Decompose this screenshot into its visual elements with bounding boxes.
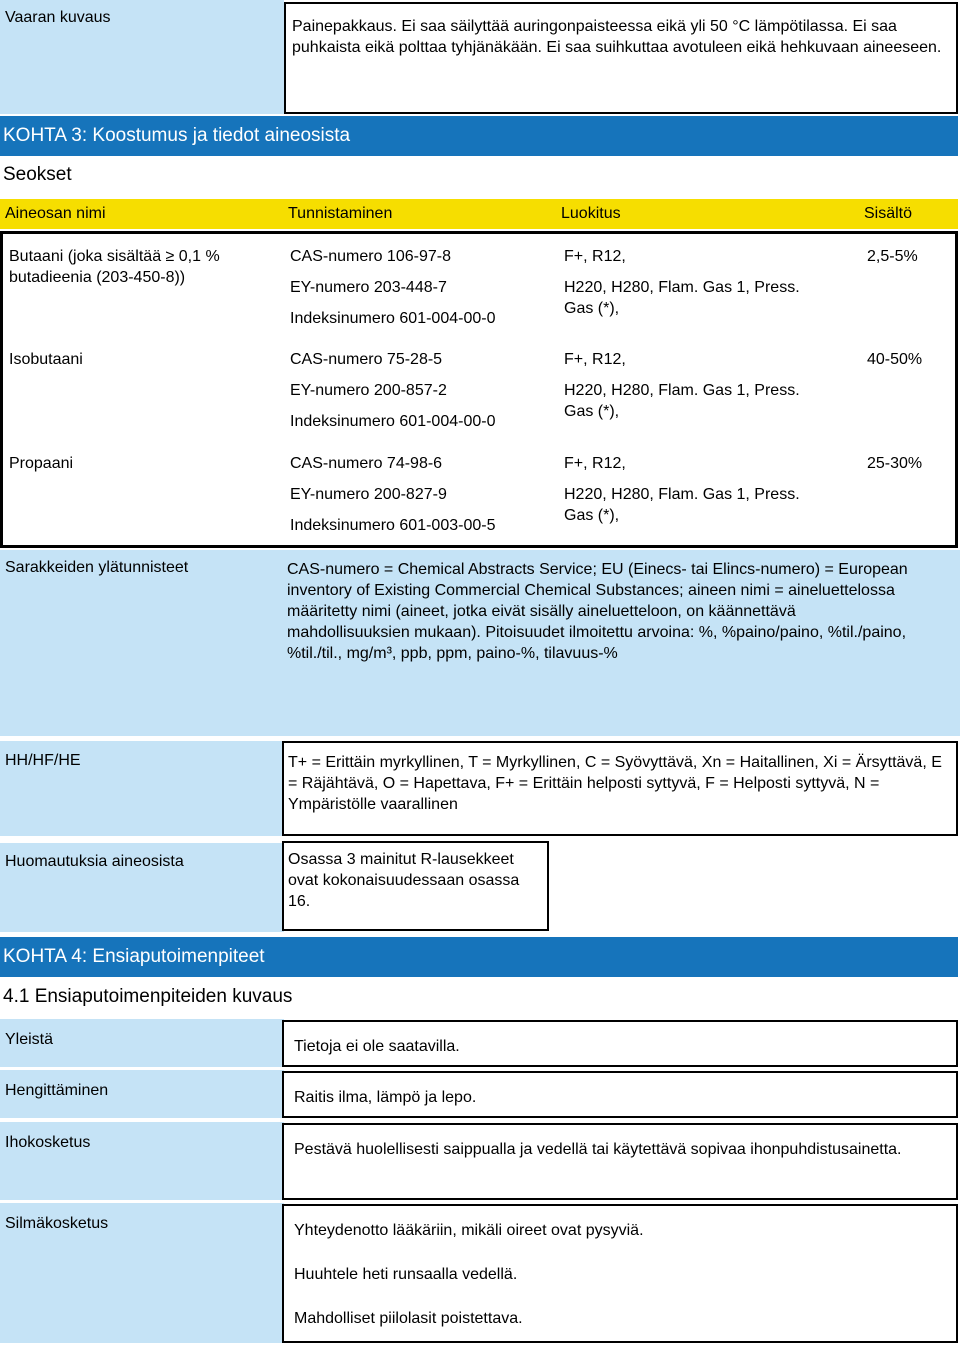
first-aid-eyes-text-cell — [282, 1204, 958, 1343]
hazard-text: Painepakkaus. Ei saa säilyttää auringonpaisteessa eikä yli 50 °C lämpötilassa. Ei saa puhkaista eikä polttaa tyhjänäkään. Ei saa suihkuttaa avotuleen eikä hehkuvaan aineeseen. — [292, 18, 942, 56]
ec-number: EY-numero 200-857-2 — [290, 382, 447, 399]
hazard-label: Vaaran kuvaus — [5, 9, 111, 26]
first-aid-general-text-cell — [282, 1020, 958, 1067]
first-aid-general-label-cell — [0, 1019, 284, 1067]
first-aid-general-text: Tietoja ei ole saatavilla. — [294, 1038, 460, 1055]
column-header-name: Aineosan nimi — [5, 205, 106, 222]
classification-h: H220, H280, Flam. Gas 1, Press. Gas (*), — [564, 279, 800, 317]
section3-subtitle: Seokset — [3, 164, 72, 185]
column-header-content: Sisältö — [864, 205, 913, 222]
first-aid-eyes-text: Huuhtele heti runsaalla vedellä. — [294, 1266, 518, 1283]
hh-label: HH/HF/HE — [5, 752, 81, 769]
first-aid-skin-text: Pestävä huolellisesti saippualla ja vedellä tai käytettävä sopivaa ihonpuhdistusainetta. — [294, 1141, 902, 1158]
content-range: 25-30% — [867, 455, 923, 472]
first-aid-general-label: Yleistä — [5, 1031, 54, 1048]
classification-h: H220, H280, Flam. Gas 1, Press. Gas (*), — [564, 382, 800, 420]
index-number: Indeksinumero 601-004-00-0 — [290, 310, 496, 327]
column-headers-text: CAS-numero = Chemical Abstracts Service; EU (Einecs- tai Elincs-numero) = European inventory of Existing Commercial Chemical Substances; aineen nimi = aineluettelossa määritetty nimi (aineet, jotka eivät sisälly aineluetteloon, on käännettävä mahdollisuuksien mukaan). Pitoisuudet ilmoitettu arvoina: %, %paino/paino, %til./paino, %til./til., mg/m³, ppb, ppm, paino-%, tilavuus-% — [287, 561, 908, 662]
notes-text: Osassa 3 mainitut R-lausekkeet ovat kokonaisuudessaan osassa 16. — [288, 851, 520, 910]
first-aid-skin-label: Ihokosketus — [5, 1134, 91, 1151]
ingredient-name: Isobutaani — [9, 351, 83, 368]
composition-header — [0, 199, 958, 229]
index-number: Indeksinumero 601-004-00-0 — [290, 413, 496, 430]
cas-number: CAS-numero 106-97-8 — [290, 248, 451, 265]
first-aid-inhalation-text-cell — [282, 1071, 958, 1118]
composition-table — [0, 231, 958, 548]
column-headers-label: Sarakkeiden ylätunnisteet — [5, 559, 189, 576]
first-aid-skin-label-cell — [0, 1122, 284, 1200]
ingredient-name: Butaani (joka sisältää ≥ 0,1 % butadieenia (203-450-8)) — [9, 248, 220, 286]
section4-title: KOHTA 4: Ensiaputoimenpiteet — [0, 937, 958, 977]
hazard-label-cell — [0, 0, 284, 114]
first-aid-inhalation-text: Raitis ilma, lämpö ja lepo. — [294, 1089, 477, 1106]
first-aid-eyes-text: Yhteydenotto lääkäriin, mikäli oireet ovat pysyviä. — [294, 1222, 644, 1239]
ec-number: EY-numero 200-827-9 — [290, 486, 447, 503]
classification-r: F+, R12, — [564, 248, 626, 265]
content-range: 40-50% — [867, 351, 923, 368]
hazard-text-cell — [284, 2, 958, 114]
first-aid-eyes-text: Mahdolliset piilolasit poistettava. — [294, 1310, 523, 1327]
classification-r: F+, R12, — [564, 455, 626, 472]
ingredient-name: Propaani — [9, 455, 74, 472]
classification-h: H220, H280, Flam. Gas 1, Press. Gas (*), — [564, 486, 800, 524]
hh-text: T+ = Erittäin myrkyllinen, T = Myrkyllinen, C = Syövyttävä, Xn = Haitallinen, Xi = Ärsyttävä, E = Räjähtävä, O = Hapettava, F+ = Erittäin helposti syttyvä, F = Helposti syttyvä, N = Ympäristölle vaarallinen — [288, 754, 942, 813]
first-aid-eyes-label-cell — [0, 1203, 284, 1343]
ec-number: EY-numero 203-448-7 — [290, 279, 447, 296]
notes-text-cell — [282, 841, 549, 931]
first-aid-inhalation-label-cell — [0, 1070, 284, 1118]
hh-label-cell — [0, 741, 284, 836]
hh-text-cell — [282, 741, 958, 836]
cas-number: CAS-numero 74-98-6 — [290, 455, 443, 472]
classification-r: F+, R12, — [564, 351, 626, 368]
section3-title: KOHTA 3: Koostumus ja tiedot aineosista — [0, 116, 958, 156]
first-aid-eyes-label: Silmäkosketus — [5, 1215, 109, 1232]
notes-label-cell — [0, 843, 284, 932]
column-header-identification: Tunnistaminen — [288, 205, 393, 222]
content-range: 2,5-5% — [867, 248, 918, 265]
index-number: Indeksinumero 601-003-00-5 — [290, 517, 496, 534]
cas-number: CAS-numero 75-28-5 — [290, 351, 443, 368]
first-aid-inhalation-label: Hengittäminen — [5, 1082, 109, 1099]
section4-subtitle: 4.1 Ensiaputoimenpiteiden kuvaus — [3, 986, 293, 1007]
notes-label: Huomautuksia aineosista — [5, 853, 184, 870]
first-aid-skin-text-cell — [282, 1123, 958, 1200]
column-header-classification: Luokitus — [561, 205, 621, 222]
